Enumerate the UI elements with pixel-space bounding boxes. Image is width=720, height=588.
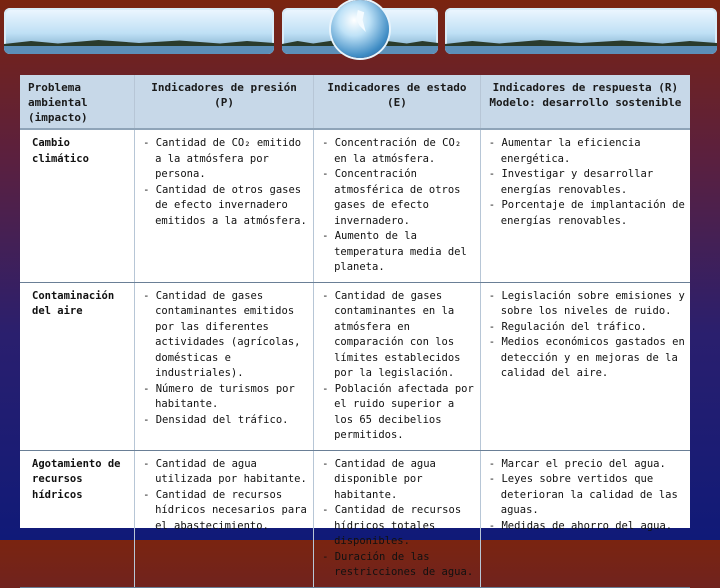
indicators-table [20,75,690,588]
list-item: - Cantidad de gases contaminantes en la atmósfera en comparación con los límites establecidos por la legislación. [322,289,475,382]
indicators-table-panel [20,75,690,578]
globe-logo-icon [331,0,389,58]
problem-cell: Contaminación del aire [20,282,135,450]
response-list [489,289,685,382]
list-item: - Legislación sobre emisiones y sobre los niveles de ruido. [489,289,685,320]
problem-cell: Cambio climático [20,129,135,282]
state-list [322,457,475,581]
header-banner-right [445,8,717,54]
pressure-list [143,289,308,429]
list-item: - Cantidad de CO₂ emitido a la atmósfera por persona. [143,136,308,183]
header-problem: Problema ambiental (impacto) [20,75,135,129]
response-list [489,136,685,229]
list-item: - Cantidad de recursos hídricos necesarios para el abastecimiento. [143,488,308,535]
list-item: - Medidas de ahorro del agua. [489,519,685,535]
table-header-row [20,75,690,129]
list-item: - Investigar y desarrollar energías renovables. [489,167,685,198]
response-cell [480,129,690,282]
problem-cell: Agotamiento de recursos hídricos [20,450,135,587]
table-row [20,129,690,282]
state-list [322,289,475,444]
pressure-list [143,457,308,535]
list-item: - Concentración de CO₂ en la atmósfera. [322,136,475,167]
list-item: - Cantidad de recursos hídricos totales disponibles. [322,503,475,550]
pressure-cell [135,129,314,282]
header-banner-left [4,8,274,54]
pressure-list [143,136,308,229]
state-cell [314,450,481,587]
table-row [20,282,690,450]
list-item: - Regulación del tráfico. [489,320,685,336]
list-item: - Densidad del tráfico. [143,413,308,429]
list-item: - Concentración atmosférica de otros gases de efecto invernadero. [322,167,475,229]
list-item: - Población afectada por el ruido superior a los 65 decibelios permitidos. [322,382,475,444]
list-item: - Marcar el precio del agua. [489,457,685,473]
list-item: - Aumentar la eficiencia energética. [489,136,685,167]
list-item: - Cantidad de gases contaminantes emitidos por las diferentes actividades (agrícolas, domésticas e industriales). [143,289,308,382]
list-item: - Leyes sobre vertidos que deterioran la calidad de las aguas. [489,472,685,519]
header-response: Indicadores de respuesta (R) Modelo: desarrollo sostenible [480,75,690,129]
response-list [489,457,685,535]
header-state: Indicadores de estado (E) [314,75,481,129]
state-cell [314,282,481,450]
list-item: - Cantidad de otros gases de efecto invernadero emitidos a la atmósfera. [143,183,308,230]
pressure-cell [135,450,314,587]
list-item: - Medios económicos gastados en detección y en mejoras de la calidad del aire. [489,335,685,382]
list-item: - Porcentaje de implantación de energías renovables. [489,198,685,229]
list-item: - Aumento de la temperatura media del planeta. [322,229,475,276]
table-row [20,450,690,587]
list-item: - Cantidad de agua disponible por habitante. [322,457,475,504]
header-pressure: Indicadores de presión (P) [135,75,314,129]
response-cell [480,282,690,450]
state-list [322,136,475,276]
list-item: - Duración de las restricciones de agua. [322,550,475,581]
list-item: - Número de turismos por habitante. [143,382,308,413]
state-cell [314,129,481,282]
response-cell [480,450,690,587]
pressure-cell [135,282,314,450]
list-item: - Cantidad de agua utilizada por habitante. [143,457,308,488]
